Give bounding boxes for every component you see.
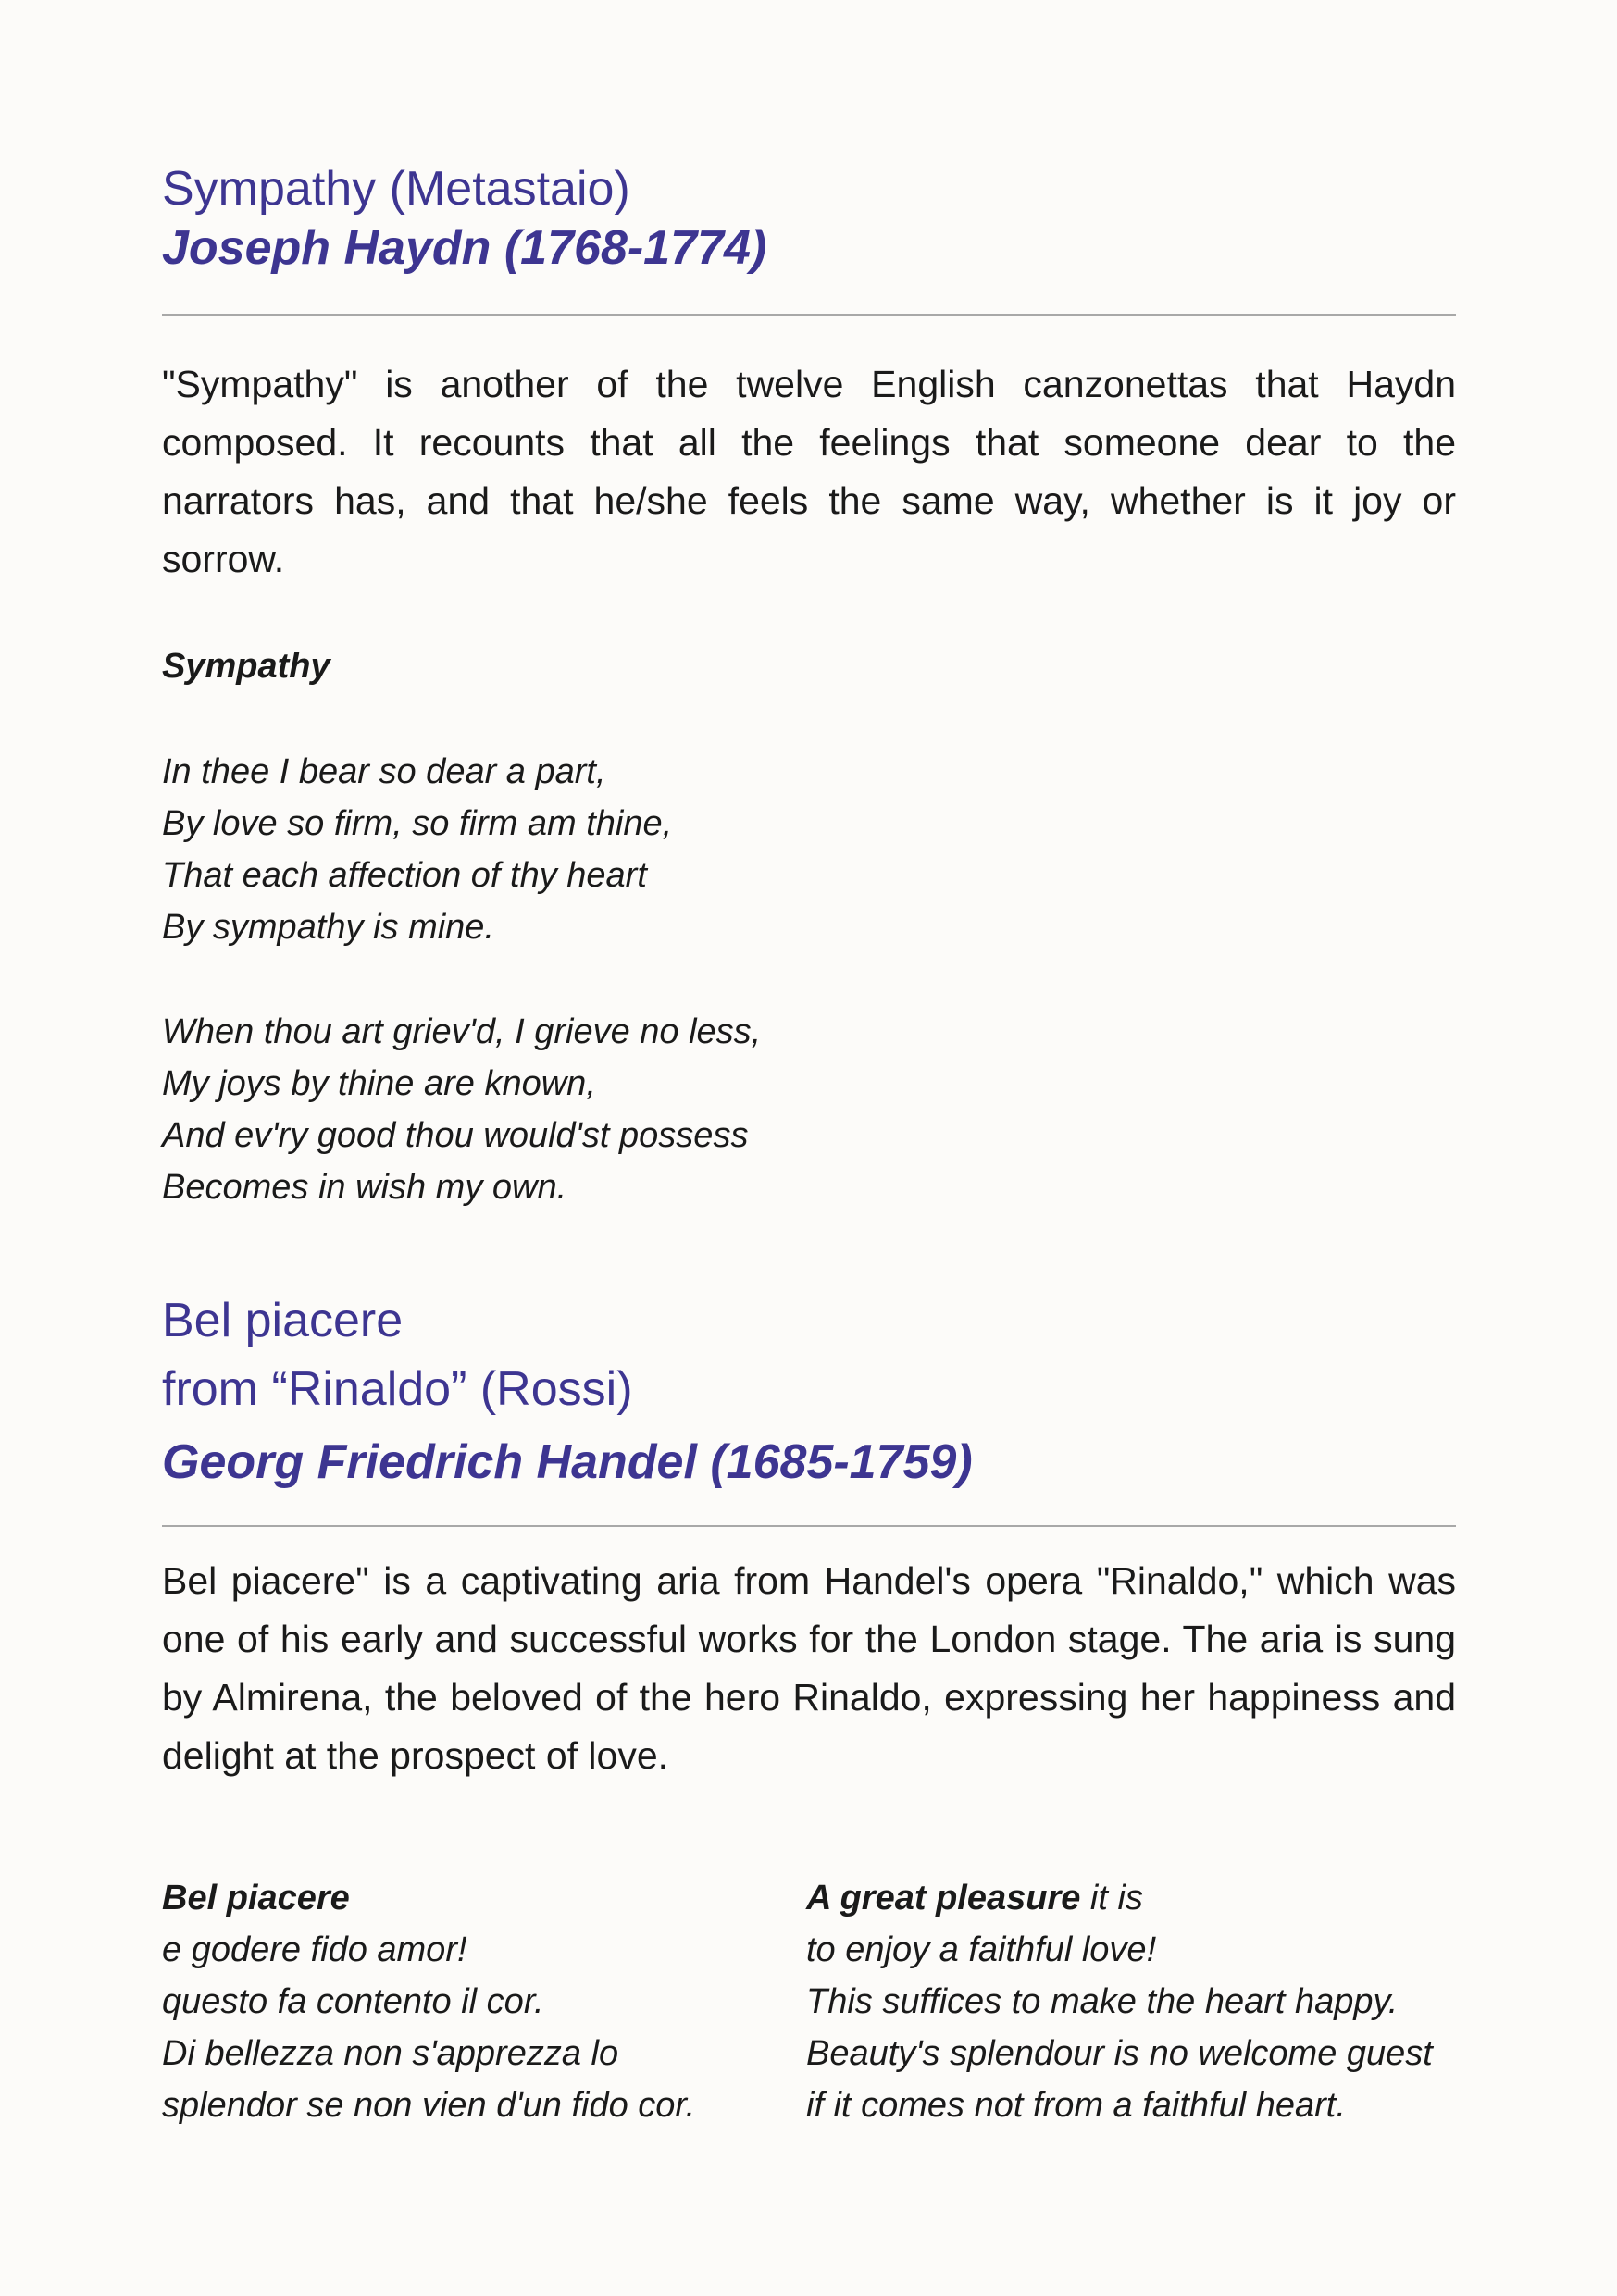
lyrics-title: Bel piacere — [162, 1879, 350, 1917]
poem-stanza-1 — [162, 746, 672, 953]
poem-line: And ev'ry good thou would'st possess — [162, 1116, 749, 1155]
lyrics-translation — [806, 1872, 1433, 2131]
lyrics-title — [806, 1872, 1433, 1924]
lyrics-original — [162, 1872, 695, 2131]
piece-title: Sympathy (Metastaio) — [162, 162, 630, 216]
lyrics-title-rest: it is — [1080, 1879, 1143, 1917]
lyrics-line: if it comes not from a faithful heart. — [806, 2086, 1346, 2125]
section-bel-piacere — [162, 1286, 1456, 1501]
poem-line: By love so firm, so firm am thine, — [162, 804, 673, 843]
poem-line: Becomes in wish my own. — [162, 1168, 567, 1207]
lyrics-line: questo fa contento il cor. — [162, 1982, 544, 2021]
lyrics-line: e godere fido amor! — [162, 1930, 467, 1969]
lyrics-line: Di bellezza non s'apprezza lo — [162, 2034, 619, 2073]
lyrics-line: Beauty's splendour is no welcome guest — [806, 2034, 1433, 2073]
lyrics-line: splendor se non vien d'un fido cor. — [162, 2086, 696, 2125]
poem-title: Sympathy — [162, 647, 330, 686]
lyrics-line: to enjoy a faithful love! — [806, 1930, 1157, 1969]
poem-line: That each affection of thy heart — [162, 856, 647, 895]
composer-name: Georg Friedrich Handel (1685-1759) — [162, 1435, 973, 1489]
divider — [162, 314, 1456, 316]
piece-subtitle: from “Rinaldo” (Rossi) — [162, 1362, 633, 1416]
divider — [162, 1525, 1456, 1527]
poem-line: In thee I bear so dear a part, — [162, 752, 606, 791]
section-sympathy — [162, 159, 1456, 278]
piece-title: Bel piacere — [162, 1294, 404, 1347]
lyrics-line: This suffices to make the heart happy. — [806, 1982, 1399, 2021]
poem-stanza-2 — [162, 1006, 761, 1213]
composer-name: Joseph Haydn (1768-1774) — [162, 221, 767, 275]
intro-paragraph: "Sympathy" is another of the twelve English canzonettas that Haydn composed. It recounts that all the feelings that someone dear to the narrators has, and that he/she feels the same way, whether is it joy or sorrow. — [162, 363, 1456, 580]
poem-line: By sympathy is mine. — [162, 908, 494, 947]
intro-paragraph: Bel piacere" is a captivating aria from Handel's opera "Rinaldo," which was one of his early and successful works for the London stage. The aria is sung by Almirena, the beloved of the hero Rinaldo, expressing her happiness and delight at the prospect of love. — [162, 1559, 1456, 1777]
lyrics-title-bold: A great pleasure — [806, 1879, 1081, 1917]
poem-line: When thou art griev'd, I grieve no less, — [162, 1012, 762, 1051]
poem-line: My joys by thine are known, — [162, 1064, 596, 1103]
